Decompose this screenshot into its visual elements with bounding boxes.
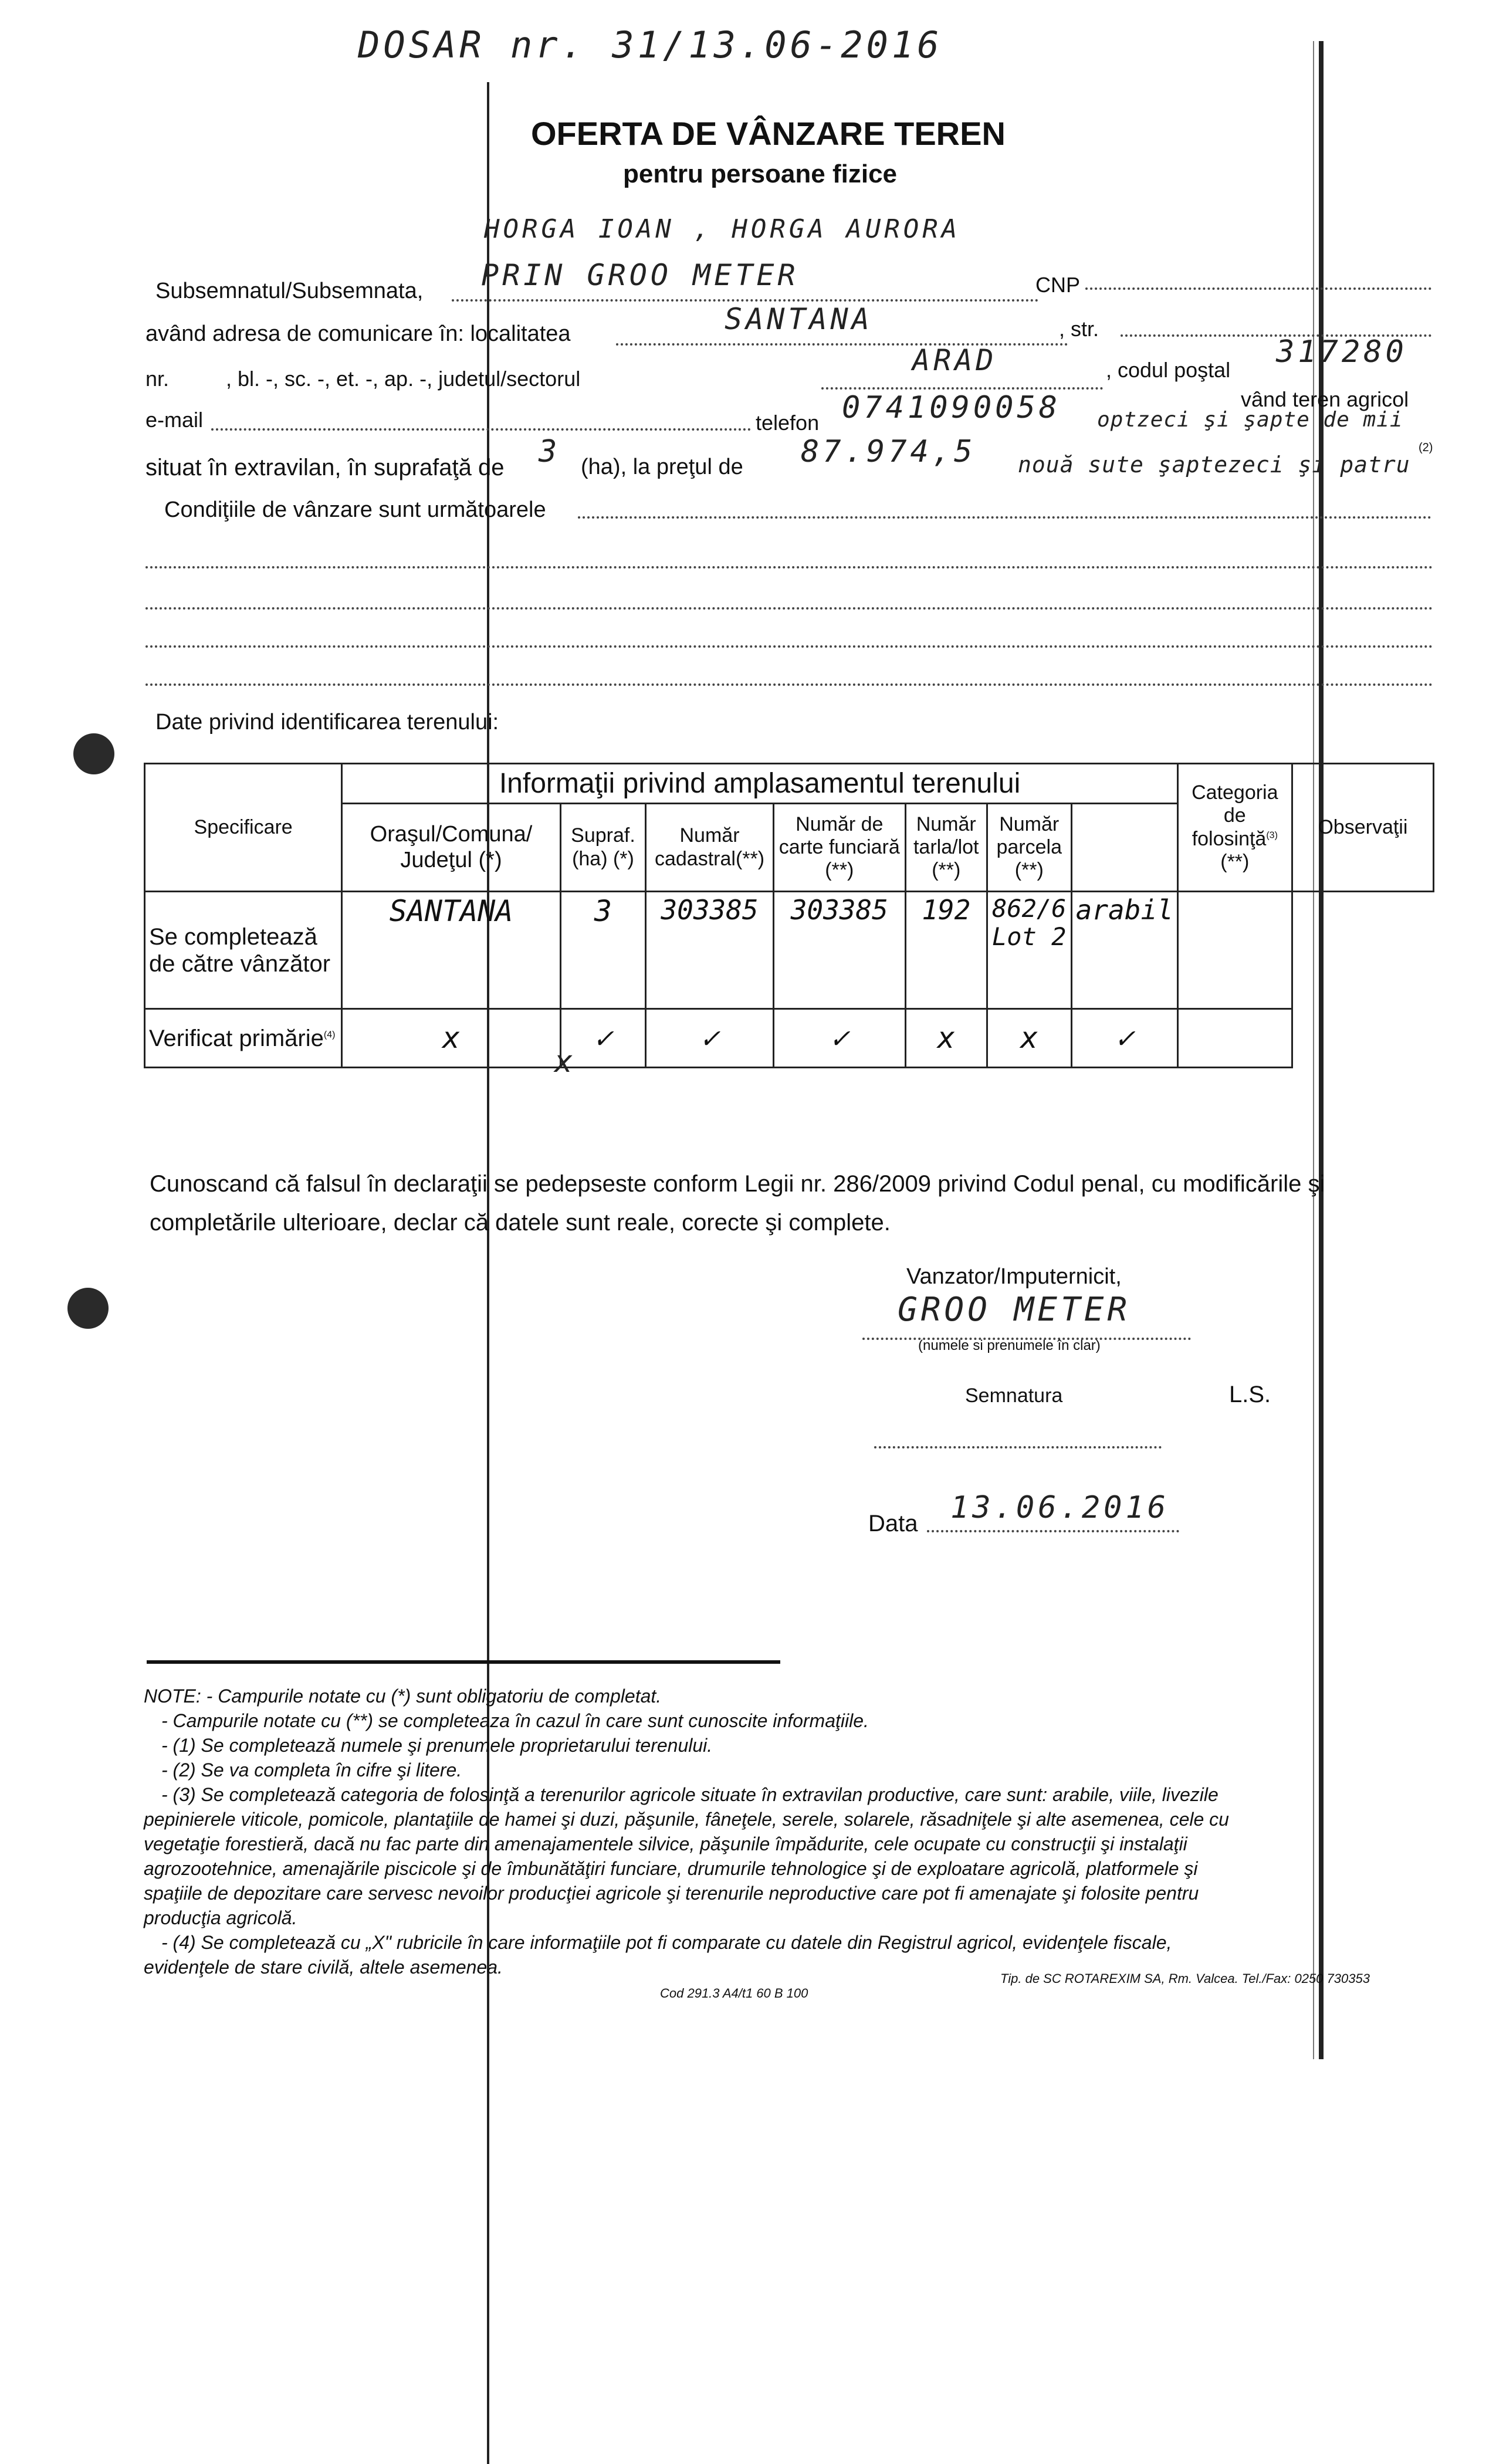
note-line: producţia agricolă. <box>144 1907 297 1928</box>
localitate-value: SANTANA <box>725 302 873 336</box>
cell-suprafata: 3 <box>560 892 645 1009</box>
punch-hole-top <box>73 733 114 774</box>
codpostal-label: , codul poştal <box>1106 358 1231 382</box>
note-line: agrozootehnice, amenajările piscicole şi de îmbunătăţiri funciare, drumurile tehnologice şi de exploatare agricolă, platformele şi <box>144 1858 1198 1879</box>
cell-carte-funciara: 303385 <box>773 892 905 1009</box>
telefon-value: 0741090058 <box>842 390 1061 425</box>
codpostal-value: 317280 <box>1276 334 1407 370</box>
note-line: NOTE: - Campurile notate cu (*) sunt obligatoriu de completat. <box>144 1685 662 1707</box>
vanzator-label: Vanzator/Imputernicit, <box>906 1264 1122 1289</box>
date-identificare-label: Date privind identificarea terenului: <box>155 710 499 735</box>
notes-block <box>144 1684 1423 1979</box>
bl-sc-et-ap-judet-label: , bl. -, sc. -, et. -, ap. -, judetul/sectorul <box>226 367 581 391</box>
note-line: evidenţele de stare civilă, altele asemenea. <box>144 1957 503 1978</box>
mark-oras-second: x <box>554 1044 577 1079</box>
note-line: - Campurile notate cu (**) se completeaza în cazul în care sunt cunoscite informaţiile. <box>161 1710 869 1731</box>
conditii-label: Condiţiile de vânzare sunt următoarele <box>164 497 546 522</box>
categoria-header: Categoria de folosinţă$^{(3)}$ (**) <box>1177 764 1292 892</box>
declaratie-text: Cunoscand că falsul în declaraţii se pedepseste conform Legii nr. 286/2009 privind Codul penal, cu modificările şi completările ulterioare, declar că datele sunt reale, corecte şi complete. <box>150 1171 1325 1236</box>
row-primarie-label: Verificat primărie$^{(4)}$ <box>145 1009 342 1068</box>
email-label: e-mail <box>145 408 204 432</box>
teren-table <box>144 763 1434 1068</box>
semnatura-label: Semnatura <box>965 1385 1063 1407</box>
suprafata-header: Supraf. (ha) (*) <box>560 804 645 892</box>
ha-pret-label: (ha), la preţul de <box>581 455 743 479</box>
subsemnatul-label: Subsemnatul/Subsemnata, <box>155 279 424 303</box>
note-line: - (3) Se completează categoria de folosinţă a terenurilor agricole situate în extravilan productive, care sunt: arabile, viile, livezile <box>161 1784 1219 1805</box>
tarla-header: Număr tarla/lot (**) <box>905 804 987 892</box>
scan-line-left <box>487 82 489 2464</box>
note-line: pepinierele viticole, pomicole, plantaţiile de hamei şi duzi, păşunile, fâneţele, serele, solarele, răsadniţele şi alte asemenea, cele cu <box>144 1809 1229 1830</box>
cell-parcela: 862/6 Lot 2 <box>987 892 1071 1009</box>
data-label: Data <box>868 1511 918 1536</box>
dosar-number: DOSAR nr. 31/13.06-2016 <box>358 23 943 66</box>
data-value: 13.06.2016 <box>950 1490 1170 1525</box>
note-line: - (2) Se va completa în cifre şi litere. <box>161 1759 462 1781</box>
cell-categoria: arabil <box>1071 892 1177 1009</box>
cell-oras: SANTANA <box>342 892 561 1009</box>
observatii-header: Observaţii <box>1292 764 1433 892</box>
cnp-label: CNP <box>1035 273 1081 297</box>
footer-tip: Tip. de SC ROTAREXIM SA, Rm. Valcea. Tel./Fax: 0250 730353 <box>1000 1971 1370 1986</box>
numele-label: (numele si prenumele în clar) <box>918 1338 1101 1353</box>
footer-cod: Cod 291.3 A4/t1 60 B 100 <box>660 1986 808 2001</box>
suprafata-value: 3 <box>539 434 561 469</box>
pret-words-part1: optzeci şi şapte de mii <box>1097 408 1403 432</box>
punch-hole-bottom <box>67 1288 109 1329</box>
parcela-header: Număr parcela (**) <box>987 804 1071 892</box>
mark-carte-funciara: ✓ <box>773 1009 905 1068</box>
mark-oras: x <box>342 1009 561 1068</box>
vanzator-name: GROO METER <box>898 1291 1131 1329</box>
vand-teren-label: vând teren agricol <box>1241 387 1409 411</box>
owners-handwritten: HORGA IOAN , HORGA AURORA <box>484 214 961 244</box>
document-title: OFERTA DE VÂNZARE TEREN <box>531 115 1006 152</box>
note-line: - (4) Se completează cu „X" rubricile în care informaţiile pot fi comparate cu datele din Registrul agricol, evidenţele fiscale, <box>161 1932 1172 1953</box>
cell-tarla: 192 <box>905 892 987 1009</box>
situat-label: situat în extravilan, în suprafaţă de <box>145 455 505 480</box>
adresa-label: având adresa de comunicare în: localitatea <box>145 321 571 346</box>
mark-parcela: x <box>987 1009 1071 1068</box>
mark-tarla: x <box>905 1009 987 1068</box>
pret-value: 87.974,5 <box>801 434 976 469</box>
oras-header: Oraşul/Comuna/ Judeţul (*) <box>342 804 561 892</box>
note-line: spaţiile de depozitare care servesc nevoilor producţiei agricole şi terenurile neproductive care pot fi amenajate şi folosite pentru <box>144 1883 1199 1904</box>
judet-value: ARAD <box>912 343 997 377</box>
ls-label: L.S. <box>1229 1382 1271 1407</box>
footnote-2-marker: (2) <box>1419 441 1433 454</box>
pret-words-part2: nouă sute şaptezeci şi patru <box>1018 452 1410 478</box>
str-label: , str. <box>1059 317 1099 341</box>
mark-cadastral: ✓ <box>646 1009 774 1068</box>
nr-label: nr. <box>145 367 170 391</box>
telefon-label: telefon <box>756 411 820 435</box>
document-subtitle: pentru persoane fizice <box>623 160 898 188</box>
mark-suprafata: ✓ <box>560 1009 645 1068</box>
informatii-header: Informaţii privind amplasamentul terenului <box>342 764 1178 804</box>
mark-observatii <box>1177 1009 1292 1068</box>
notes-separator <box>147 1660 780 1664</box>
cell-observatii <box>1177 892 1292 1009</box>
specificare-header: Specificare <box>145 764 342 892</box>
cadastral-header: Număr cadastral(**) <box>646 804 774 892</box>
note-line: vegetaţie forestieră, dacă nu fac parte din amenajamentele silvice, păşunile împădurite, cele ocupate cu construcţii şi instalaţii <box>144 1833 1187 1854</box>
mark-categoria: ✓ <box>1071 1009 1177 1068</box>
subsemnatul-value: PRIN GROO METER <box>481 258 799 292</box>
note-line: - (1) Se completează numele şi prenumele proprietarului terenului. <box>161 1735 713 1756</box>
cell-cadastral: 303385 <box>646 892 774 1009</box>
carte-funciara-header: Număr de carte funciară (**) <box>773 804 905 892</box>
row-vanzator-label: Se completează de către vânzător <box>145 892 342 1009</box>
